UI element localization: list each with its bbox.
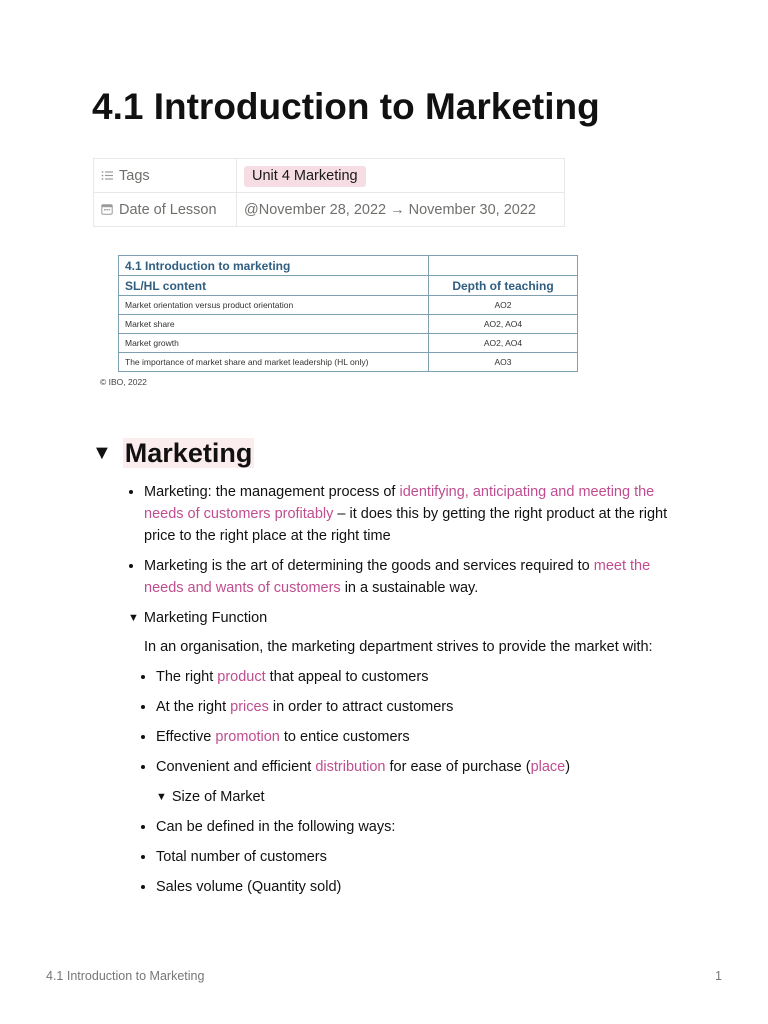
list-item: • Can be defined in the following ways:: [156, 816, 688, 838]
table-row: [119, 334, 578, 353]
syllabus-title: 4.1 Introduction to marketing: [119, 256, 429, 276]
text-run: The right: [156, 669, 218, 685]
property-key-tags: [94, 159, 237, 193]
table-row: [119, 296, 578, 315]
text-run: ): [565, 759, 571, 775]
text-run: that appeal to customers: [265, 669, 429, 685]
list-item: • Sales volume (Quantity sold): [156, 876, 688, 898]
highlight-text: prices: [230, 699, 269, 715]
syllabus-title-row: [119, 256, 578, 276]
list-item: [156, 666, 688, 688]
list-item: [156, 726, 688, 748]
syllabus-content: Market share: [119, 315, 429, 334]
footer-title: 4.1 Introduction to Marketing: [46, 969, 205, 983]
syllabus-depth: AO3: [429, 353, 578, 372]
property-row-date: [94, 193, 565, 227]
list-item: [156, 696, 688, 718]
syllabus-content: Market growth: [119, 334, 429, 353]
syllabus-table: [118, 255, 578, 372]
highlight-text: product: [217, 669, 266, 685]
table-row: [119, 353, 578, 372]
syllabus-depth: AO2: [429, 296, 578, 315]
syllabus-col1: SL/HL content: [119, 276, 429, 296]
highlight-text: identifying, anticipating and meeting the needs of customers profitably: [144, 484, 655, 522]
property-row-tags: [94, 159, 565, 193]
syllabus-content: The importance of market share and market leadership (HL only): [119, 353, 429, 372]
syllabus-image: [100, 255, 580, 387]
syllabus-depth: AO2, AO4: [429, 334, 578, 353]
property-value-tags[interactable]: [237, 159, 565, 193]
marketing-toggle-heading[interactable]: [92, 438, 254, 469]
calendar-icon: [101, 203, 113, 215]
toggle-label: Marketing Function: [143, 610, 268, 626]
tag-badge[interactable]: Unit 4 Marketing: [244, 166, 366, 187]
list-item: • Total number of customers: [156, 846, 688, 868]
syllabus-header-row: [119, 276, 578, 296]
toggle-triangle-icon[interactable]: ▼: [128, 612, 139, 624]
page-title: 4.1 Introduction to Marketing: [92, 86, 600, 127]
highlight-text: distribution: [315, 759, 386, 775]
highlight-text: place: [530, 759, 566, 775]
text-run: At the right: [156, 699, 231, 715]
syllabus-content: Market orientation versus product orientation: [119, 296, 429, 315]
text-run: in order to attract customers: [268, 699, 454, 715]
tags-label: Tags: [119, 167, 150, 184]
text-run: Convenient and efficient: [156, 759, 316, 775]
properties-table: [93, 158, 565, 227]
list-icon: [101, 169, 113, 181]
date-label: Date of Lesson: [119, 201, 217, 218]
toggle-triangle-icon[interactable]: ▼: [92, 442, 112, 464]
highlight-text: promotion: [215, 729, 280, 745]
syllabus-copyright: © IBO, 2022: [100, 377, 147, 387]
toggle-label: Size of Market: [171, 789, 265, 805]
syllabus-col2: Depth of teaching: [429, 276, 578, 296]
size-list: [112, 816, 688, 898]
list-item: [144, 555, 688, 599]
section-content: [128, 481, 688, 906]
function-paragraph: In an organisation, the marketing department strives to provide the market with:: [144, 639, 653, 655]
highlight-text: meet the needs and wants of customers: [144, 558, 651, 596]
text-run: Effective: [156, 729, 216, 745]
size-of-market-toggle[interactable]: [156, 786, 688, 808]
section-heading: Marketing: [124, 438, 253, 468]
function-list: [112, 666, 688, 778]
text-run: for ease of purchase (: [385, 759, 531, 775]
list-item: [156, 756, 688, 778]
toggle-triangle-icon[interactable]: ▼: [156, 791, 167, 803]
page-number: 1: [715, 969, 722, 983]
table-row: [119, 315, 578, 334]
property-key-date: [94, 193, 237, 227]
list-item: [144, 481, 688, 547]
syllabus-title-empty: [429, 256, 578, 276]
text-run: – it does this by getting the right product at the right price to the right place at the right time: [144, 506, 668, 544]
property-value-date[interactable]: @November 28, 2022 → November 30, 2022: [237, 193, 565, 227]
syllabus-depth: AO2, AO4: [429, 315, 578, 334]
marketing-function-toggle[interactable]: [128, 607, 688, 629]
text-run: to entice customers: [279, 729, 410, 745]
text-run: Marketing is the art of determining the goods and services required to: [144, 558, 594, 574]
text-run: in a sustainable way.: [340, 580, 479, 596]
bullet-list: [128, 481, 688, 599]
text-run: Marketing: the management process of: [144, 484, 400, 500]
